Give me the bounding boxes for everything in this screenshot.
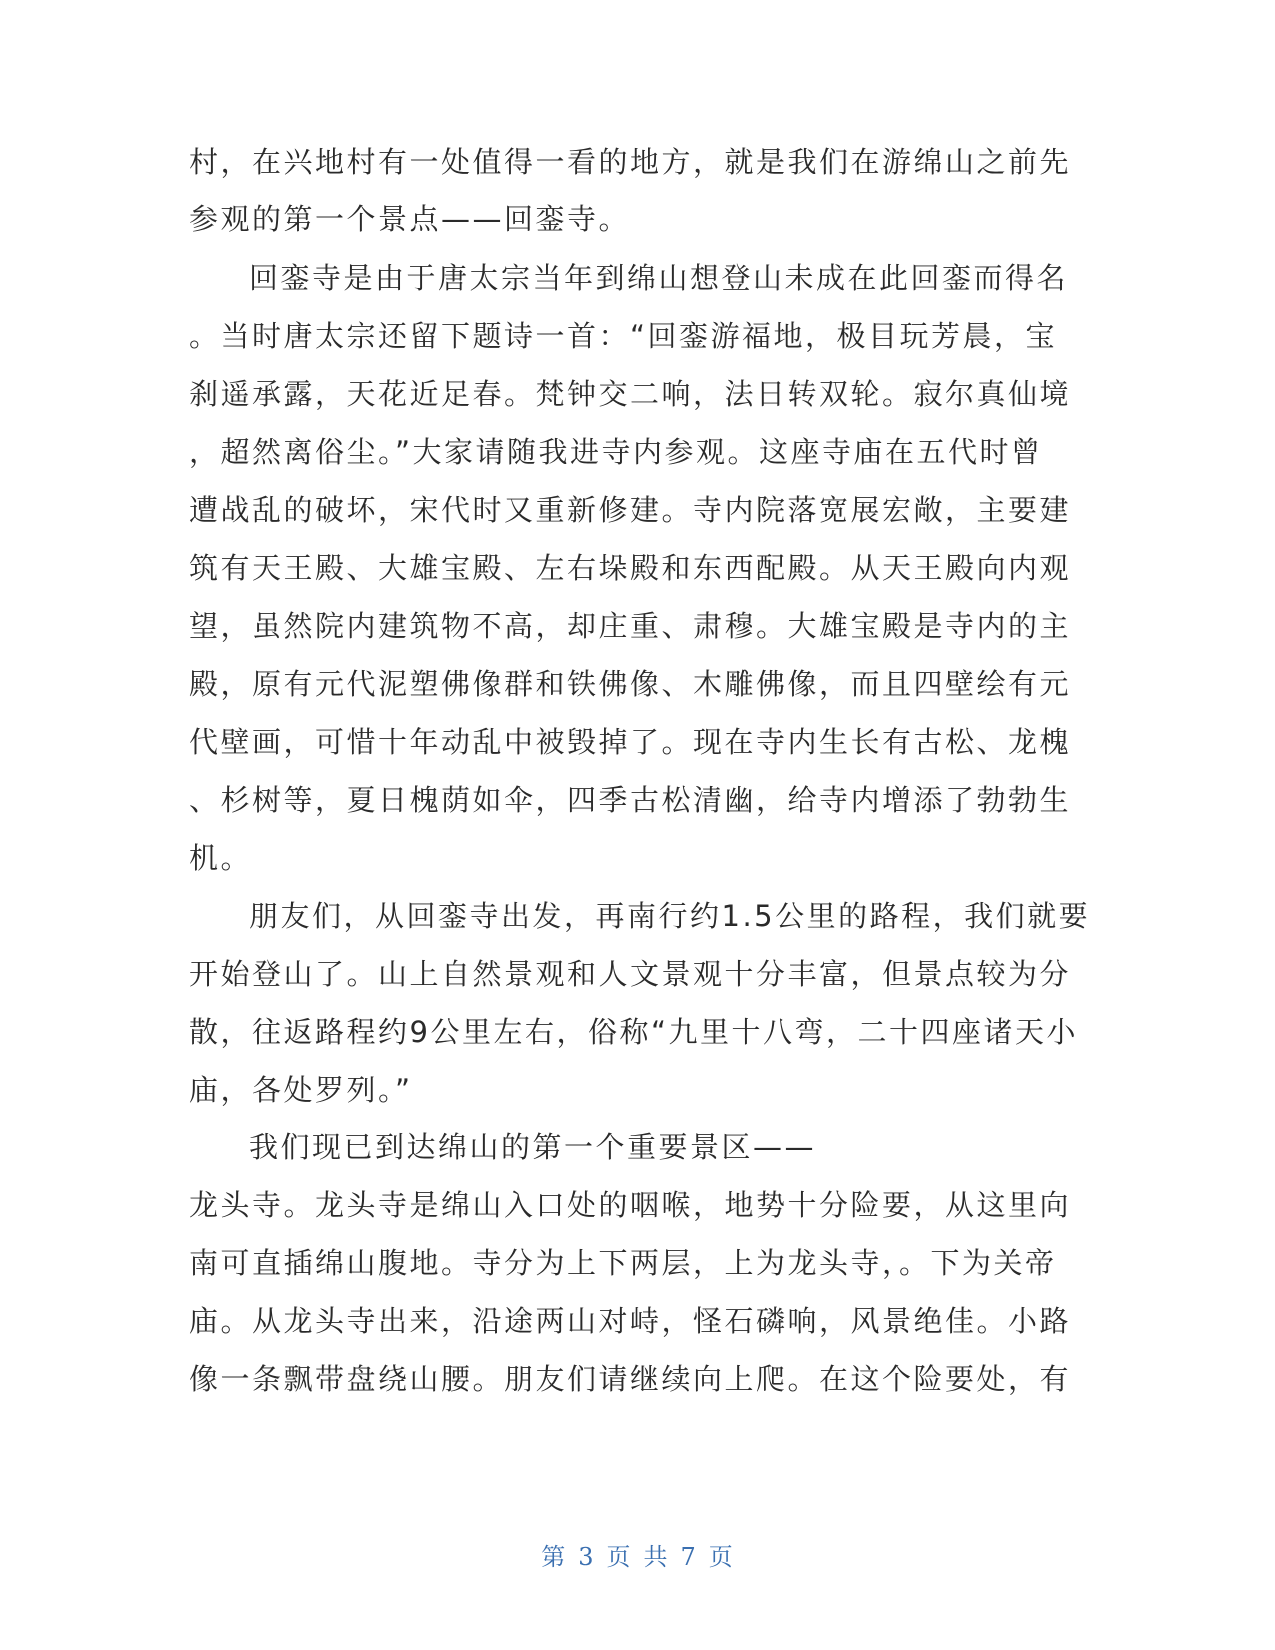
footer-total-label: 共 xyxy=(643,1543,669,1571)
text-line: 庙，各处罗列。” xyxy=(189,1073,413,1107)
footer-page-label-post: 页 xyxy=(708,1543,734,1571)
text-line: 回銮寺是由于唐太宗当年到绵山想登山未成在此回銮而得名 xyxy=(249,261,1069,295)
text-line: 代壁画，可惜十年动乱中被毁掉了。现在寺内生长有古松、龙槐 xyxy=(189,725,1072,759)
text-line: 庙。从龙头寺出来，沿途两山对峙，怪石磷响，风景绝佳。小路 xyxy=(189,1304,1072,1338)
text-line: 像一条飘带盘绕山腰。朋友们请继续向上爬。在这个险要处，有 xyxy=(189,1362,1072,1396)
text-line: 望，虽然院内建筑物不高，却庄重、肃穆。大雄宝殿是寺内的主 xyxy=(189,609,1072,643)
footer-page-label-mid: 页 xyxy=(606,1543,632,1571)
text-line: 机。 xyxy=(189,841,253,875)
text-line: 南可直插绵山腹地。寺分为上下两层，上为龙头寺，。下为关帝 xyxy=(189,1246,1057,1280)
text-line: 遭战乱的破坏，宋代时又重新修建。寺内院落宽展宏敞，主要建 xyxy=(189,493,1072,527)
text-line: 、杉树等，夏日槐荫如伞，四季古松清幽，给寺内增添了勃勃生 xyxy=(189,783,1072,817)
text-line: 。当时唐太宗还留下题诗一首：“回銮游福地，极目玩芳晨，宝 xyxy=(189,319,1058,353)
text-line: 我们现已到达绵山的第一个重要景区—— xyxy=(249,1130,817,1164)
text-line: 筑有天王殿、大雄宝殿、左右垛殿和东西配殿。从天王殿向内观 xyxy=(189,551,1072,585)
footer-total-pages: 7 xyxy=(680,1543,697,1571)
text-line: 参观的第一个景点——回銮寺。 xyxy=(189,202,631,236)
page-footer xyxy=(0,1537,1275,1572)
text-line: 开始登山了。山上自然景观和人文景观十分丰富，但景点较为分 xyxy=(189,957,1072,991)
footer-page-number: 3 xyxy=(578,1543,595,1571)
text-line: 刹遥承露，天花近足春。梵钟交二响，法日转双轮。寂尔真仙境 xyxy=(189,377,1072,411)
text-line: 龙头寺。龙头寺是绵山入口处的咽喉，地势十分险要，从这里向 xyxy=(189,1188,1072,1222)
text-line: 殿，原有元代泥塑佛像群和铁佛像、木雕佛像，而且四壁绘有元 xyxy=(189,667,1072,701)
text-line: ，超然离俗尘。”大家请随我进寺内参观。这座寺庙在五代时曾 xyxy=(189,435,1043,469)
text-line: 散，往返路程约9公里左右，俗称“九里十八弯，二十四座诸天小 xyxy=(189,1015,1078,1049)
text-line: 村，在兴地村有一处值得一看的地方，就是我们在游绵山之前先 xyxy=(189,145,1072,179)
text-line: 朋友们，从回銮寺出发，再南行约1.5公里的路程，我们就要 xyxy=(249,899,1091,933)
footer-page-label-pre: 第 xyxy=(541,1543,567,1571)
